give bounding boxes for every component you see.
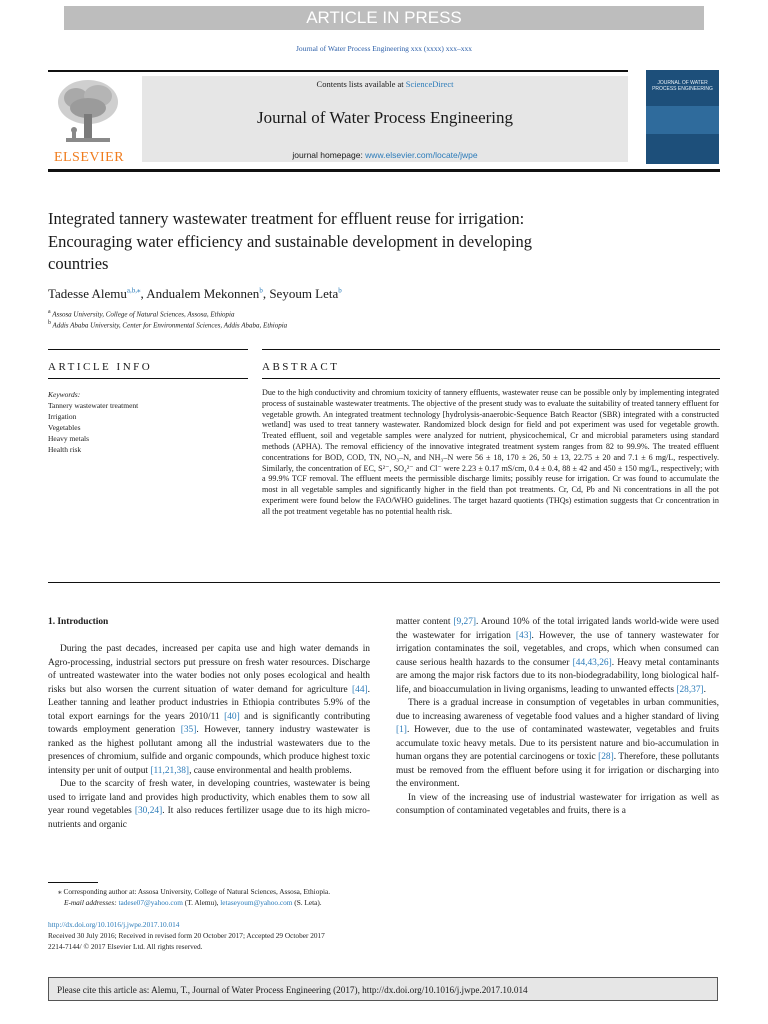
- paragraph-text: . Heavy metal contaminants are among the major risk factors due to its non-biodegradability, long biological half-life, and bioaccumulation in living organisms, leading to unwanted effects: [396, 657, 720, 695]
- corresponding-author-note: ⁎ Corresponding author at: Assosa University, College of Natural Sciences, Assosa, Ethiopia.: [58, 887, 331, 896]
- title-line: Integrated tannery wastewater treatment for effluent reuse for irrigation:: [48, 209, 525, 228]
- footnote-rule: [48, 882, 98, 883]
- abstract-text: Due to the high conductivity and chromium toxicity of tannery effluents, wastewater reuse can be possible only by implementing integrated process of sustainable wastewater treatments. The objective of the present study was to evaluate the suitability of treated tannery effluent for vegetable growth. An integrated treatment technology [hydrolysis-anaerobic-Sequence Batch Reactor (SBR) integrated with a constructed wetland] was used to treat tannery wastewater. Randomized block design for field and pot experiment was used for vegetable growth. Treated effluent, soil and vegetable samples were analyzed for nutrient, physicochemical, Cr and microbial parameters using standard methods (APHA). The removal efficiency of the innovative integrated treatment system ranges from 82 to 99.9%. The treated effluent concentrations for BOD, COD, TN, NO₃–N, and NH₃–N were 56 ± 18, 170 ± 26, 50 ± 13, 22.75 ± 20 and 7.1 ± 6 mg/L, respectively. Similarly, the concentration of EC, S²⁻, SO₄²⁻ and Cl⁻ were 2.23 ± 0.17 mS/cm, 0.4 ± 0.4, 88 ± 42 and 450 ± 150 mg/L, respectively; with a 99.9% TCF removal. The effluent meets the permissible discharge limits; possibly reuse for irrigation. Cr was found to accumulate the most in all vegetable samples and significantly higher in the field than pot treatments. Cr, Cd, Pb and Ni concentrations in all the pot experiment were found below the FAO/WHO guidelines. The target hazard quotients (THQs) estimation suggests that Cr concentration in all the pot treatment vegetable has no potential health risk.: [262, 388, 719, 516]
- article-in-press-banner: ARTICLE IN PRESS: [64, 6, 704, 30]
- email-link[interactable]: tadese07@yahoo.com: [118, 898, 183, 907]
- contents-prefix: Contents lists available at: [316, 79, 406, 89]
- received-dates: Received 30 July 2016; Received in revised form 20 October 2017; Accepted 29 October 2017: [48, 931, 325, 940]
- intro-paragraph: [396, 616, 719, 697]
- author-name[interactable]: Seyoum Leta: [269, 286, 339, 301]
- paragraph-text: In view of the increasing use of industrial wastewater for irrigation as well as consumption of contaminated vegetables and fruits, there is a: [396, 792, 719, 816]
- citation-link[interactable]: [44]: [352, 684, 368, 695]
- abstract-top-rule: [262, 349, 720, 350]
- paragraph-text: Due to the scarcity of fresh water, in developing countries, wastewater is being used to irrigate land and provides high productivity, which enables them to sow all year round vegetables: [48, 779, 370, 816]
- author-name[interactable]: Tadesse Alemu: [48, 286, 127, 301]
- homepage-prefix: journal homepage:: [292, 150, 366, 160]
- introduction-heading: 1. Introduction: [48, 617, 109, 627]
- article-title: [48, 208, 688, 276]
- paragraph-text: During the past decades, increased per capita use and high water demands in Agro-processing, industrial sectors put pressure on fresh water resources. Discharge of untreated wastewater into the water bodies not only poses ecological and health risks but also worsen the current situation of water demand for agriculture: [48, 644, 370, 695]
- author-separator: ,: [262, 286, 270, 301]
- citation-link[interactable]: [40]: [224, 711, 240, 722]
- affiliation-text: Assosa University, College of Natural Sciences, Assosa, Ethiopia: [52, 310, 235, 319]
- citation-link[interactable]: [9,27]: [453, 617, 477, 627]
- email-addresses: [64, 898, 322, 907]
- citation-link[interactable]: [28,37]: [676, 684, 704, 695]
- intro-paragraph: [396, 697, 719, 792]
- paragraph-text: There is a gradual increase in consumption of vegetables in urban communities, due to increasing awareness of vegetable food values and a higher standard of living: [396, 698, 719, 722]
- homepage-link[interactable]: www.elsevier.com/locate/jwpe: [365, 150, 478, 160]
- paragraph-text: . However, the use of tannery wastewater for irrigation contaminates the soil, vegetables, and crops, which when consumed can cause serious health hazards to the consumer: [396, 630, 720, 668]
- author-separator: ,: [140, 286, 147, 301]
- abstract-heading: ABSTRACT: [262, 361, 340, 373]
- affiliation-mark: a: [48, 309, 51, 315]
- citation-link[interactable]: [28]: [598, 752, 614, 762]
- journal-cover-image[interactable]: [646, 70, 719, 164]
- citation-link[interactable]: [30,24]: [134, 806, 163, 816]
- cover-title: JOURNAL OF WATER PROCESS ENGINEERING: [652, 80, 713, 92]
- intro-paragraph: [48, 643, 370, 778]
- doi-link[interactable]: [48, 920, 179, 929]
- paragraph-text: . Around 10% of the total irrigated lands world-wide were used the wastewater for irrigation: [396, 617, 719, 641]
- email-label: E-mail addresses:: [64, 898, 119, 907]
- keyword-item[interactable]: Health risk: [48, 445, 82, 454]
- header-top-rule: [48, 70, 628, 72]
- intro-left-column: [48, 643, 370, 832]
- abstract-bottom-rule: [48, 582, 720, 583]
- author-list: [48, 286, 342, 302]
- intro-right-column: [396, 616, 719, 819]
- paragraph-text: . However, due to the use of contaminated wastewater, vegetables and fruits accumulate toxic heavy metals. Due to its persistent nature and bio-accumulation in human organs they are potential carcinogens or toxic: [396, 725, 719, 762]
- cover-band: [646, 106, 719, 134]
- sciencedirect-link[interactable]: ScienceDirect: [405, 79, 454, 89]
- email-owner: (T. Alemu),: [182, 898, 221, 907]
- citation-link[interactable]: [1]: [396, 725, 407, 735]
- title-line: Encouraging water efficiency and sustainable development in developing: [48, 231, 532, 251]
- journal-title: Journal of Water Process Engineering: [256, 108, 514, 127]
- header-bottom-rule: [48, 169, 720, 172]
- paragraph-text: . Therefore, these pollutants must be removed from the effluent before using it for irrigation or discharging into the environment.: [396, 752, 719, 789]
- cite-this-article-box: Please cite this article as: Alemu, T., Journal of Water Process Engineering (2017), http://dx.doi.org/10.1016/j.jwpe.2017.10.014: [48, 977, 718, 1001]
- affiliation-text: Addis Ababa University, Center for Environmental Sciences, Addis Ababa, Ethiopia: [52, 321, 288, 330]
- citation-link[interactable]: [44,43,26]: [572, 657, 612, 668]
- intro-paragraph: [48, 778, 370, 832]
- contents-line: [142, 79, 628, 89]
- author-affiliation-mark[interactable]: b: [338, 286, 342, 295]
- paragraph-text: and is significantly contributing towards employment generation: [48, 711, 371, 735]
- affiliation-b: [48, 320, 287, 329]
- article-info-heading-rule: [48, 378, 248, 379]
- keyword-item[interactable]: Vegetables: [48, 423, 81, 432]
- copyright-line: 2214-7144/ © 2017 Elsevier Ltd. All rights reserved.: [48, 942, 203, 951]
- journal-homepage-line: [142, 150, 628, 160]
- title-line: countries: [48, 254, 109, 273]
- keyword-item[interactable]: Irrigation: [48, 412, 77, 421]
- journal-reference-link[interactable]: Journal of Water Process Engineering xxx (xxxx) xxx–xxx: [295, 44, 473, 53]
- keyword-item[interactable]: Tannery wastewater treatment: [48, 401, 139, 410]
- email-owner: (S. Leta).: [292, 898, 322, 907]
- elsevier-logo: [48, 76, 130, 166]
- citation-link[interactable]: [43]: [515, 630, 532, 641]
- abstract-heading-rule: [262, 378, 720, 379]
- affiliation-mark: b: [48, 320, 51, 326]
- author-name[interactable]: Andualem Mekonnen: [146, 286, 260, 301]
- paragraph-text: . Leather tanning and leather product industries in Ethiopia contributes 5.9% of the total export earnings for the years 2010/11: [48, 684, 370, 722]
- elsevier-wordmark: ELSEVIER: [53, 150, 125, 165]
- doi-text[interactable]: http://dx.doi.org/10.1016/j.jwpe.2017.10.014: [48, 920, 180, 929]
- intro-paragraph: [396, 792, 719, 819]
- author-affiliation-mark[interactable]: a,b,⁎: [126, 286, 141, 295]
- citation-link[interactable]: [35]: [180, 725, 197, 735]
- keywords-label: Keywords:: [48, 390, 81, 399]
- article-info-top-rule: [48, 349, 248, 350]
- paragraph-text: matter content: [396, 617, 454, 627]
- elsevier-tree-icon: [54, 78, 122, 148]
- author-affiliation-mark[interactable]: b: [259, 286, 263, 295]
- paragraph-text: .: [703, 684, 707, 695]
- paragraph-text: . However, tannery industry wastewater is ranked as the highest pollutant among all the industrial wastewaters due to the presences of chromium, sulfide and organic compounds, which produce highest toxic intensity per unit of output: [48, 725, 370, 776]
- paragraph-text: . It also reduces fertilizer usage due to its high micro-nutrients and organic: [48, 806, 370, 830]
- paragraph-text: , cause environmental and health problems.: [189, 765, 352, 776]
- journal-header-box: [142, 76, 628, 162]
- email-link[interactable]: letaseyoum@yahoo.com: [220, 898, 293, 907]
- keyword-item[interactable]: Heavy metals: [48, 434, 90, 443]
- citation-link[interactable]: [11,21,38]: [150, 765, 190, 776]
- article-info-heading: ARTICLE INFO: [48, 361, 153, 373]
- affiliation-a: [48, 309, 234, 318]
